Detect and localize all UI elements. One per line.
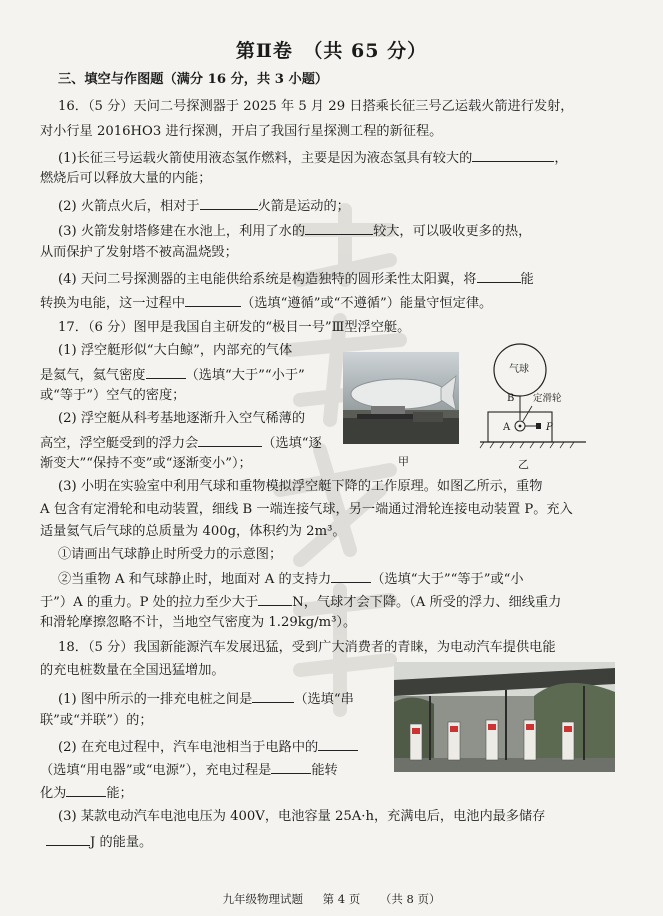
q18-blank-2[interactable]	[318, 736, 358, 751]
q17-part1-end: 或“等于”）空气的密度；	[40, 388, 186, 403]
q17-stem: 17．（6 分）图甲是我国自主研发的“极目一号”Ⅲ型浮空艇。	[58, 320, 411, 335]
charging-station-photo	[394, 662, 615, 772]
q16-part3: (3) 火箭发射塔修建在水池上，利用了水的 较大，可以吸收更多的热，	[58, 220, 531, 241]
q18-blank-5[interactable]	[46, 831, 90, 846]
q16-blank-4[interactable]	[477, 268, 521, 283]
q16-blank-3[interactable]	[305, 220, 373, 235]
q18-part3: (3) 某款电动汽车电池电压为 400V，电池容量 25A·h，充满电后，电池内最多储存	[58, 809, 546, 824]
figure-yi-caption: 乙	[518, 458, 529, 471]
page-footer	[0, 891, 663, 907]
label-p: P	[546, 422, 553, 433]
q18-blank-4[interactable]	[66, 782, 106, 797]
label-pulley: 定滑轮	[533, 393, 562, 404]
page-title: 第Ⅱ卷 （共 65 分）	[235, 40, 428, 62]
q16-blank-5[interactable]	[185, 292, 241, 307]
q16-blank-1[interactable]	[472, 147, 554, 162]
q17-part3-task2-end: 和滑轮摩擦忽略不计，当地空气密度为 1.29kg/m³）。	[40, 615, 357, 630]
q16-stem-1: 16．（5 分）天问二号探测器于 2025 年 5 月 29 日搭乘长征三号乙运载火箭进行发射，	[58, 99, 574, 114]
q17-part3-task2-cont: 于”）A 的重力。P 处的拉力至少大于 N，气球才会下降。（A 所受的浮力、细线重力	[40, 591, 561, 612]
q18-blank-1[interactable]	[252, 688, 294, 703]
q16-part4-cont: 转换为电能，这一过程中 （选填“遵循”或“不遵循”）能量守恒定律。	[40, 292, 492, 313]
q17-part2-end: 渐变大”“保持不变”或“逐渐变小”）；	[40, 456, 252, 471]
q16-part2: (2) 火箭点火后，相对于 火箭是运动的；	[58, 195, 350, 216]
q17-blank-2[interactable]	[198, 432, 262, 447]
footer-subject: 九年级物理试题	[222, 892, 303, 906]
q18-part2-cont: （选填“用电器”或“电源”），充电过程是 能转	[40, 759, 338, 780]
footer-total: （共 8 页）	[379, 892, 441, 906]
q17-part3-task2: ②当重物 A 和气球静止时，地面对 A 的支持力 （选填“大于”“等于”或“小	[58, 568, 524, 589]
q16-part4: (4) 天问二号探测器的主电能供给系统是构造独特的圆形柔性太阳翼，将 能	[58, 268, 534, 289]
q18-part1-cont: 联”或“并联”）的；	[40, 713, 153, 728]
q16-part3-cont: 从而保护了发射塔不被高温烧毁；	[40, 245, 238, 260]
q17-part2: (2) 浮空艇从科考基地逐渐升入空气稀薄的	[58, 411, 306, 426]
q16-blank-2[interactable]	[200, 195, 258, 210]
q16-part1: (1)长征三号运载火箭使用液态氢作燃料，主要是因为液态氢具有较大的 ，	[58, 147, 568, 168]
q18-blank-3[interactable]	[271, 759, 311, 774]
q17-part3-line3: 适量氦气后气球的总质量为 400g，体积约为 2m³。	[40, 524, 346, 539]
label-b: B	[507, 393, 515, 404]
q17-part1: (1) 浮空艇形似“大白鲸”，内部充的气体	[58, 343, 293, 358]
q18-part1: (1) 图中所示的一排充电桩之间是 （选填“串	[58, 688, 354, 709]
q17-part3-task1: ①请画出气球静止时所受力的示意图；	[58, 547, 283, 562]
q18-part2: (2) 在充电过程中，汽车电池相当于电路中的	[58, 736, 358, 757]
figure-jia-caption: 甲	[398, 455, 409, 468]
q17-blank-3[interactable]	[331, 568, 371, 583]
q18-stem-1: 18．（5 分）我国新能源汽车发展迅猛，受到广大消费者的青睐，为电动汽车提供电能	[58, 640, 556, 655]
label-a: A	[503, 422, 511, 433]
q18-part3-cont: J 的能量。	[46, 831, 152, 852]
q17-blank-1[interactable]	[146, 364, 186, 379]
q17-part3: (3) 小明在实验室中利用气球和重物模拟浮空艇下降的工作原理。如图乙所示，重物	[58, 479, 543, 494]
airship-photo	[343, 352, 459, 444]
q17-part2-cont: 高空，浮空艇受到的浮力会 （选填“逐	[40, 432, 322, 453]
section-heading: 三、填空与作图题（满分 16 分，共 3 小题）	[58, 72, 329, 87]
q18-stem-2: 的充电桩数量在全国迅猛增加。	[40, 663, 225, 678]
footer-page: 第 4 页	[322, 892, 361, 906]
q17-blank-4[interactable]	[258, 591, 292, 606]
q16-stem-2: 对小行星 2016HO3 进行探测，开启了我国行星探测工程的新征程。	[40, 124, 443, 139]
q17-part1-cont: 是氦气，氦气密度 （选填“大于”“小于”	[40, 364, 305, 385]
q17-part3-line2: A 包含有定滑轮和电动装置，细线 B 一端连接气球，另一端通过滑轮连接电动装置 P。充入	[40, 502, 573, 517]
q16-part1-cont: 燃烧后可以释放大量的内能；	[40, 171, 212, 186]
q18-part2-end: 化为 能；	[40, 782, 133, 803]
label-balloon: 气球	[509, 364, 529, 375]
